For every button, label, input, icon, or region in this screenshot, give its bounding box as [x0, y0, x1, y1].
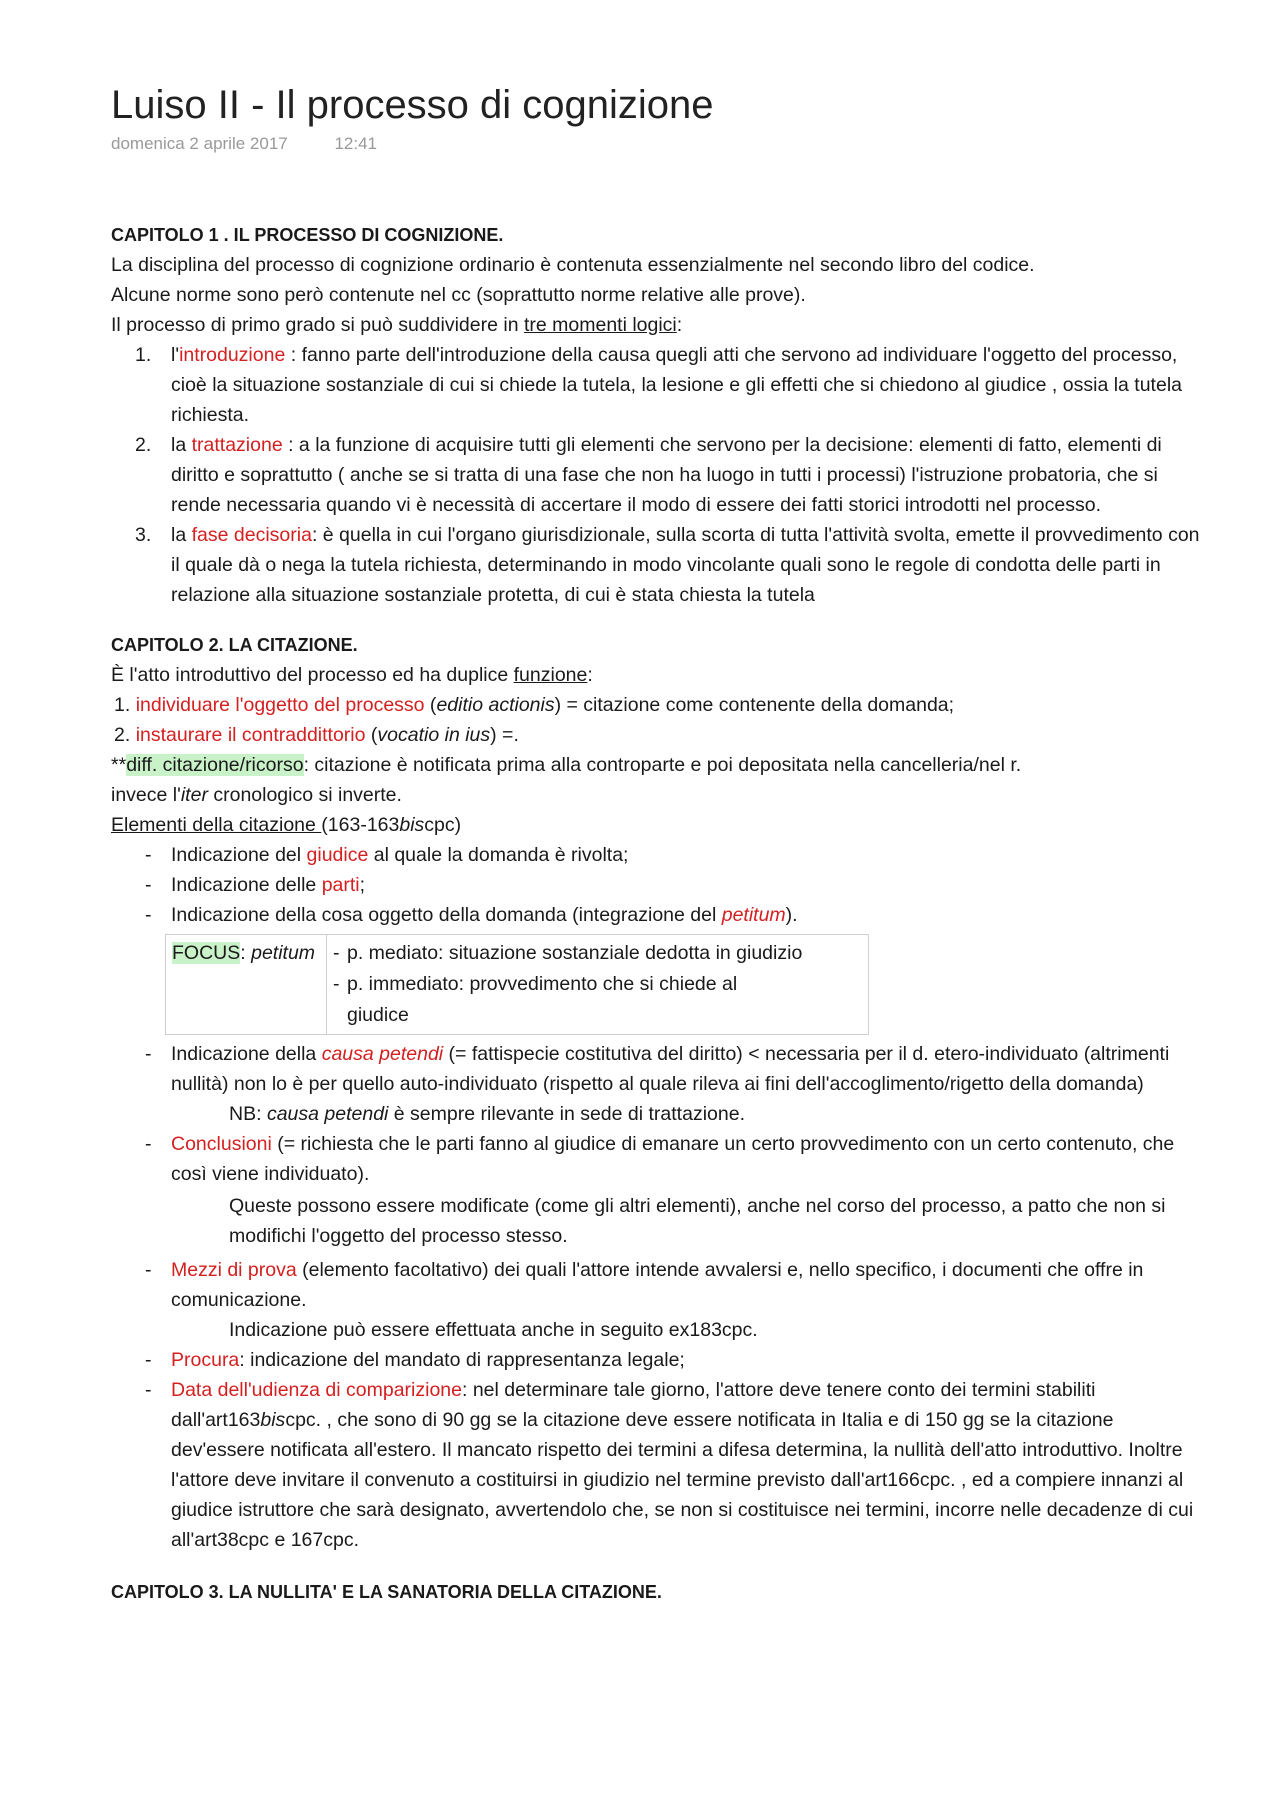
highlighted-term: fase decisoria: [191, 524, 312, 546]
list-item: - Mezzi di prova (elemento facoltativo) dei quali l'attore intende avvalersi e, nello specifico, i documenti che offre in comunicazione. Indicazione può essere effettuata anche in seguito ex183cpc.: [111, 1255, 1211, 1345]
page-title: Luiso II - Il processo di cognizione: [111, 83, 714, 127]
list-item: - Indicazione della causa petendi (= fattispecie costitutiva del diritto) < necessaria per il d. etero-individuato (altrimenti nullità) non lo è per quello auto-individuato (rispetto al quale rileva ai fini dell'accoglimento/rigetto della domanda) NB: causa petendi è sempre rilevante in sede di trattazione.: [111, 1039, 1211, 1129]
chapter-2-intro: È l'atto introduttivo del processo ed ha duplice funzione:: [111, 664, 593, 686]
chapter-1-paragraph-1: La disciplina del processo di cognizione ordinario è contenuta essenzialmente nel secondo libro del codice.: [111, 254, 1035, 276]
elements-list: [111, 840, 1211, 930]
diff-note: **diff. citazione/ricorso: citazione è notificata prima alla controparte e poi depositata nella cancelleria/nel r.: [111, 754, 1022, 776]
chapter-1-paragraph-2: Alcune norme sono però contenute nel cc (soprattutto norme relative alle prove).: [111, 284, 806, 306]
note: Indicazione può essere effettuata anche in seguito ex183cpc.: [229, 1319, 758, 1341]
chapter-2-heading: CAPITOLO 2. LA CITAZIONE.: [111, 635, 358, 655]
chapter-3-heading: CAPITOLO 3. LA NULLITA' E LA SANATORIA DELLA CITAZIONE.: [111, 1582, 662, 1602]
list-item: - Conclusioni (= richiesta che le parti fanno al giudice di emanare un certo provvedimento con un certo contenuto, che così viene individuato). Queste possono essere modificate (come gli altri elementi), anche nel corso del processo, a patto che non si modifichi l'oggetto del processo stesso.: [111, 1129, 1211, 1251]
chapter-1-heading: CAPITOLO 1 . IL PROCESSO DI COGNIZIONE.: [111, 225, 504, 245]
list-item: - Procura: indicazione del mandato di rappresentanza legale;: [145, 1349, 685, 1371]
focus-line: - p. mediato: situazione sostanziale dedotta in giudizio: [333, 942, 803, 964]
note: NB: causa petendi è sempre rilevante in sede di trattazione.: [229, 1103, 745, 1125]
focus-line: - p. immediato: provvedimento che si chiede al giudice: [333, 973, 738, 1026]
note-page: [111, 80, 1211, 1607]
underlined-phrase: tre momenti logici: [523, 314, 677, 336]
focus-content: [327, 935, 869, 1035]
elements-heading: Elementi della citazione (163-163biscpc): [111, 814, 462, 836]
list-item: - Indicazione del giudice al quale la domanda è rivolta;: [145, 844, 629, 866]
note: Queste possono essere modificate (come gli altri elementi), anche nel corso del processo, a patto che non si modifichi l'oggetto del processo stesso.: [229, 1195, 1166, 1247]
page-meta: [111, 132, 1211, 156]
function-item-2: 2. instaurare il contraddittorio (vocatio in ius) =.: [114, 724, 519, 746]
underlined-word: funzione: [513, 664, 588, 686]
page-date: domenica 2 aprile 2017: [111, 134, 288, 153]
list-item: - Indicazione della cosa oggetto della domanda (integrazione del petitum).: [145, 904, 798, 926]
list-item: 3. la fase decisoria: è quella in cui l'organo giurisdizionale, sulla scorta di tutta l'attività svolta, emette il provvedimento con il quale dà o nega la tutela richiesta, determinando in modo vincolante quali sono le regole di condotta delle parti in relazione alla situazione sostanziale protetta, di cui è stata chiesta la tutela: [135, 524, 1200, 606]
diff-note-line-2: invece l'iter cronologico si inverte.: [111, 784, 402, 806]
chapter-1-paragraph-3: Il processo di primo grado si può suddividere in tre momenti logici:: [111, 314, 683, 336]
list-item: 2. la trattazione : a la funzione di acquisire tutti gli elementi che servono per la decisione: elementi di fatto, elementi di diritto e soprattutto ( anche se si tratta di una fase che non ha luogo in tutti i processi) l'istruzione probatoria, che si rende necessaria quando vi è necessità di accertare il modo di essere dei fatti storici introdotti nel processo.: [135, 434, 1162, 516]
list-item: - Indicazione delle parti;: [145, 874, 366, 896]
page-time: 12:41: [334, 134, 378, 153]
highlighted-term: trattazione: [191, 434, 283, 456]
function-item-1: 1. individuare l'oggetto del processo (editio actionis) = citazione come contenente della domanda;: [114, 694, 955, 716]
list-item: 1. l'introduzione : fanno parte dell'introduzione della causa quegli atti che servono ad individuare l'oggetto del processo, cioè la situazione sostanziale di cui si chiede la tutela, la lesione e gli effetti che si chiedono al giudice , ossia la tutela richiesta.: [135, 344, 1183, 426]
elements-list-continued: [111, 1039, 1211, 1555]
focus-table: [165, 934, 869, 1035]
highlighted-term: introduzione: [179, 344, 286, 366]
list-item: - Data dell'udienza di comparizione: nel determinare tale giorno, l'attore deve tenere conto dei termini stabiliti dall'art163biscpc. , che sono di 90 gg se la citazione deve essere notificata in Italia e di 150 gg se la citazione dev'essere notificata all'estero. Il mancato rispetto dei termini a difesa determina, la nullità dell'atto introduttivo. Inoltre l'attore deve invitare il convenuto a costituirsi in giudizio nel termine previsto dall'art166cpc. , ed a compiere innanzi al giudice istruttore che sarà designato, avvertendolo che, se non si costituisce nei termini, incorre nelle decadenze di cui all'art38cpc e 167cpc.: [145, 1379, 1194, 1551]
green-highlight: diff. citazione/ricorso: [126, 754, 304, 776]
phases-list: [111, 340, 1211, 610]
focus-label: FOCUS: petitum: [166, 935, 327, 1035]
